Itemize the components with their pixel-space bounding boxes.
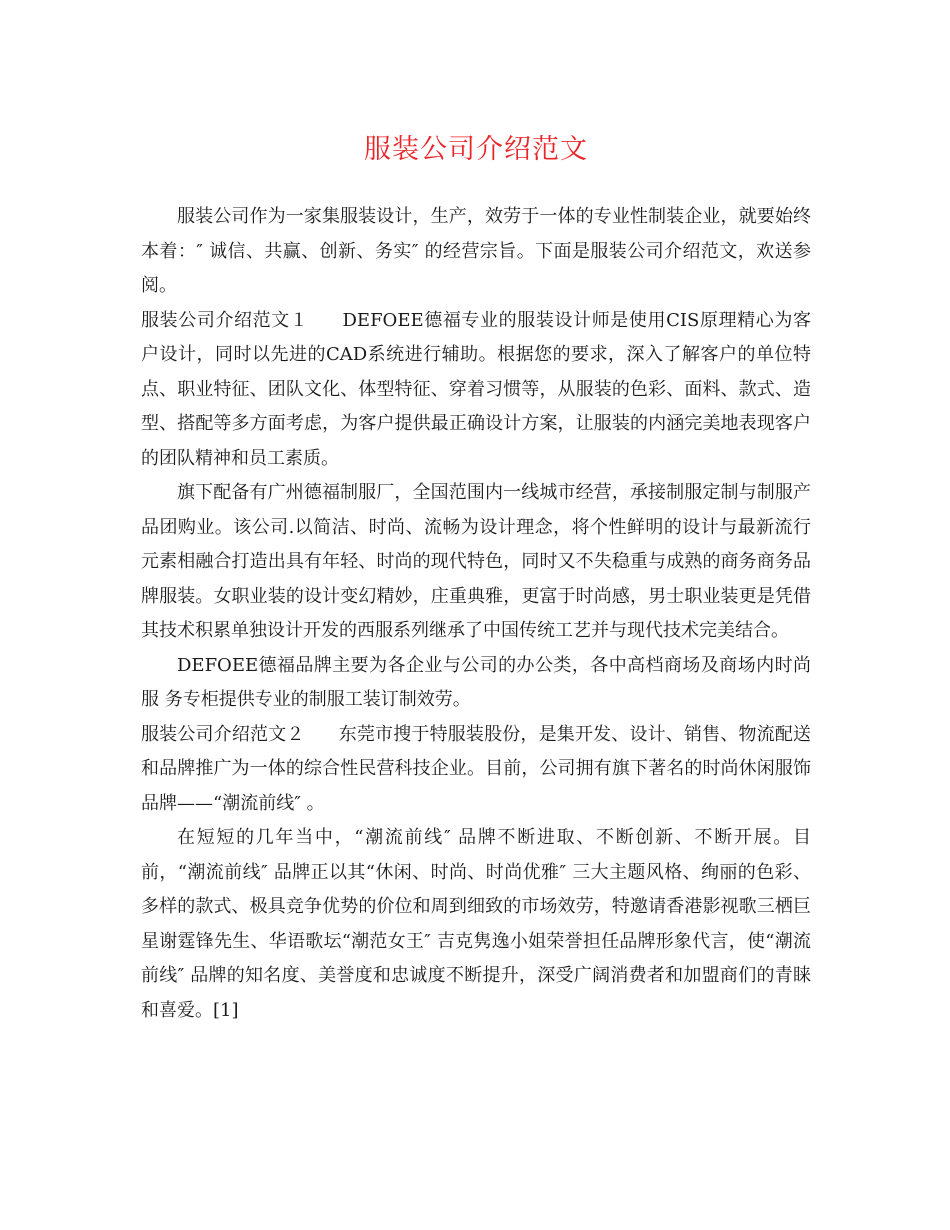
- brand-paragraph: DEFOEE德福品牌主要为各企业与公司的办公类，各中高档商场及商场内时尚服 务专柜提供专业的制服工装订制效劳。: [141, 654, 811, 710]
- sample-1-text: DEFOEE德福专业的服装设计师是使用CIS原理精心为客户设计，同时以先进的CAD系统进行辅助。根据您的要求，深入了解客户的单位特点、职业特征、团队文化、体型特征、穿着习惯等，从服装的色彩、面料、款式、造型、搭配等多方面考虑，为客户提供最正确设计方案，让服装的内涵完美地表现客户的团队精神和员工素质。: [141, 309, 812, 469]
- sample-2-paragraph: [141, 718, 811, 822]
- sample-2-text: 东莞市搜于特服装股份，是集开发、设计、销售、物流配送和品牌推广为一体的综合性民营科技企业。目前，公司拥有旗下著名的时尚休闲服饰品牌——“潮流前线″ 。: [141, 723, 812, 814]
- factory-paragraph: 旗下配备有广州德福制服厂，全国范围内一线城市经营，承接制服定制与制服产品团购业。该公司.以简洁、时尚、流畅为设计理念，将个性鲜明的设计与最新流行元素相融合打造出具有年轻、时尚的现代特色，同时又不失稳重与成熟的商务商务品牌服装。女职业装的设计变幻精妙，庄重典雅，更富于时尚感，男士职业装更是凭借其技术积累单独设计开发的西服系列继承了中国传统工艺并与现代技术完美结合。: [141, 482, 811, 641]
- document-title: 服装公司介绍范文: [364, 134, 588, 165]
- trend-paragraph: 在短短的几年当中，“潮流前线″ 品牌不断进取、不断创新、不断开展。目前，“潮流前线″ 品牌正以其“休闲、时尚、时尚优雅″ 三大主题风格、绚丽的色彩、多样的款式、极具竞争优势的价位和周到细致的市场效劳，特邀请香港影视歌三栖巨星谢霆锋先生、华语歌坛“潮范女王″ 吉克隽逸小姐荣誉担任品牌形象代言，使“潮流前线″ 品牌的知名度、美誉度和忠诚度不断提升，深受广阔消费者和加盟商们的青睐和喜爱。[1]: [141, 827, 811, 1021]
- sample-2-label: 服装公司介绍范文２: [141, 723, 305, 745]
- sample-1-label: 服装公司介绍范文１: [141, 309, 309, 331]
- sample-1-paragraph: [141, 304, 811, 477]
- document-body: [141, 200, 811, 1028]
- intro-paragraph: 服装公司作为一家集服装设计，生产，效劳于一体的专业性制装企业，就要始终本着：″ 诚信、共赢、创新、务实″ 的经营宗旨。下面是服装公司介绍范文，欢送参阅。: [141, 206, 811, 296]
- document-page: [141, 0, 811, 1028]
